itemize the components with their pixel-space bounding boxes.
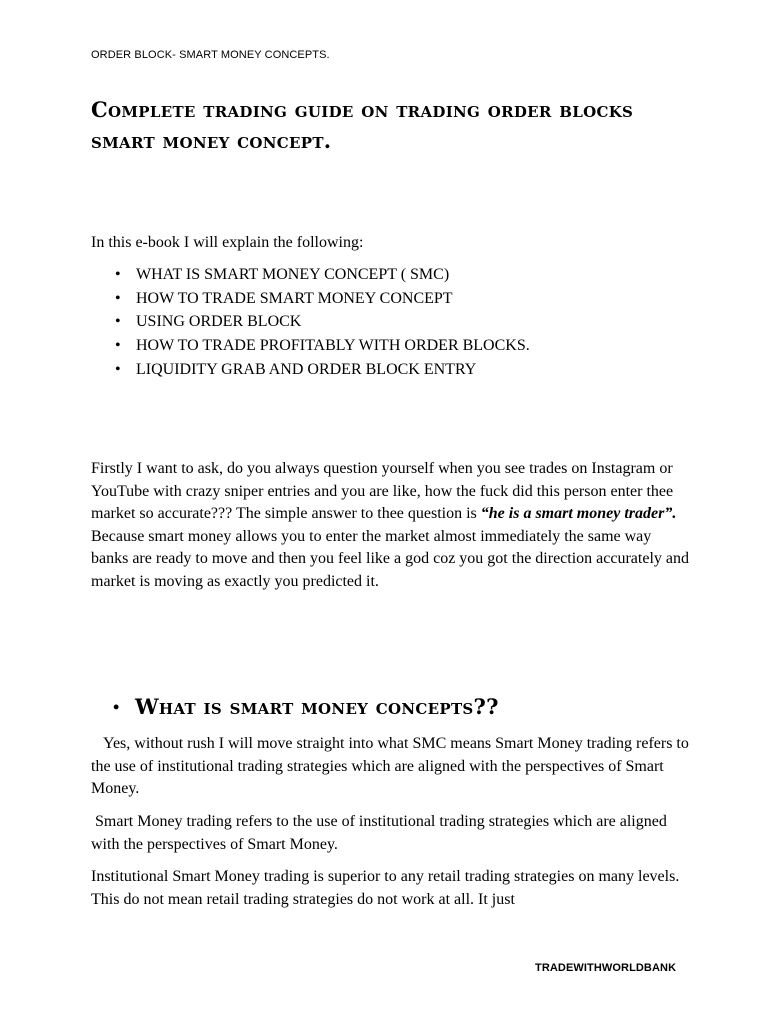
bullet-dot-icon: • (115, 337, 121, 355)
list-item (91, 311, 530, 335)
section-heading-text: What is smart money concepts?? (135, 694, 499, 719)
paragraph-smc-definition: Yes, without rush I will move straight into what SMC means Smart Money trading refers to the use of institutional trading strategies which are aligned with the perspectives of Smart Money. (91, 735, 693, 798)
running-header: ORDER BLOCK- SMART MONEY CONCEPTS. (91, 49, 330, 61)
bullet-dot-icon: • (115, 289, 121, 307)
intro-text: In this e-book I will explain the following: (91, 234, 364, 251)
list-item (91, 359, 530, 383)
paragraph-text: Because smart money allows you to enter the market almost immediately the same way banks are ready to move and then you feel like a god coz you got the direction accurately and market is moving as exactly you predicted it. (91, 527, 689, 590)
section-heading (113, 693, 499, 721)
footer-brand: TRADEWITHWORLDBANK (535, 962, 677, 974)
list-item (91, 335, 530, 359)
document-title: Complete trading guide on trading order blocks smart money concept. (91, 97, 634, 153)
paragraph-institutional-trading: Institutional Smart Money trading is superior to any retail trading strategies on many levels. This do not mean retail trading strategies do not work at all. It just (91, 868, 680, 908)
bullet-dot-icon: • (115, 266, 121, 283)
list-item-text: LIQUIDITY GRAB AND ORDER BLOCK ENTRY (136, 360, 477, 378)
topics-list (91, 264, 530, 382)
bullet-dot-icon: • (113, 697, 120, 717)
paragraph-smart-money-trading: Smart Money trading refers to the use of institutional trading strategies which are aligned with the perspectives of Smart Money. (91, 813, 671, 853)
paragraph-smart-money-intro (91, 458, 691, 594)
bullet-dot-icon: • (115, 360, 121, 378)
list-item-text: HOW TO TRADE SMART MONEY CONCEPT (136, 289, 453, 307)
list-item-text: USING ORDER BLOCK (136, 313, 302, 331)
bullet-dot-icon: • (115, 313, 121, 331)
list-item-text: HOW TO TRADE PROFITABLY WITH ORDER BLOCKS. (136, 337, 530, 355)
list-item-text: WHAT IS SMART MONEY CONCEPT ( SMC) (136, 266, 450, 283)
paragraph-text: Firstly I want to ask, do you always question yourself when you see trades on Instagram or YouTube with crazy sniper entries and you are like, how the fuck did this person enter thee market so accurate??? The simple answer to thee question is (91, 460, 674, 523)
list-item (91, 288, 530, 312)
list-item (91, 264, 530, 288)
emphasized-quote: “he is a smart money trader”. (480, 505, 677, 523)
